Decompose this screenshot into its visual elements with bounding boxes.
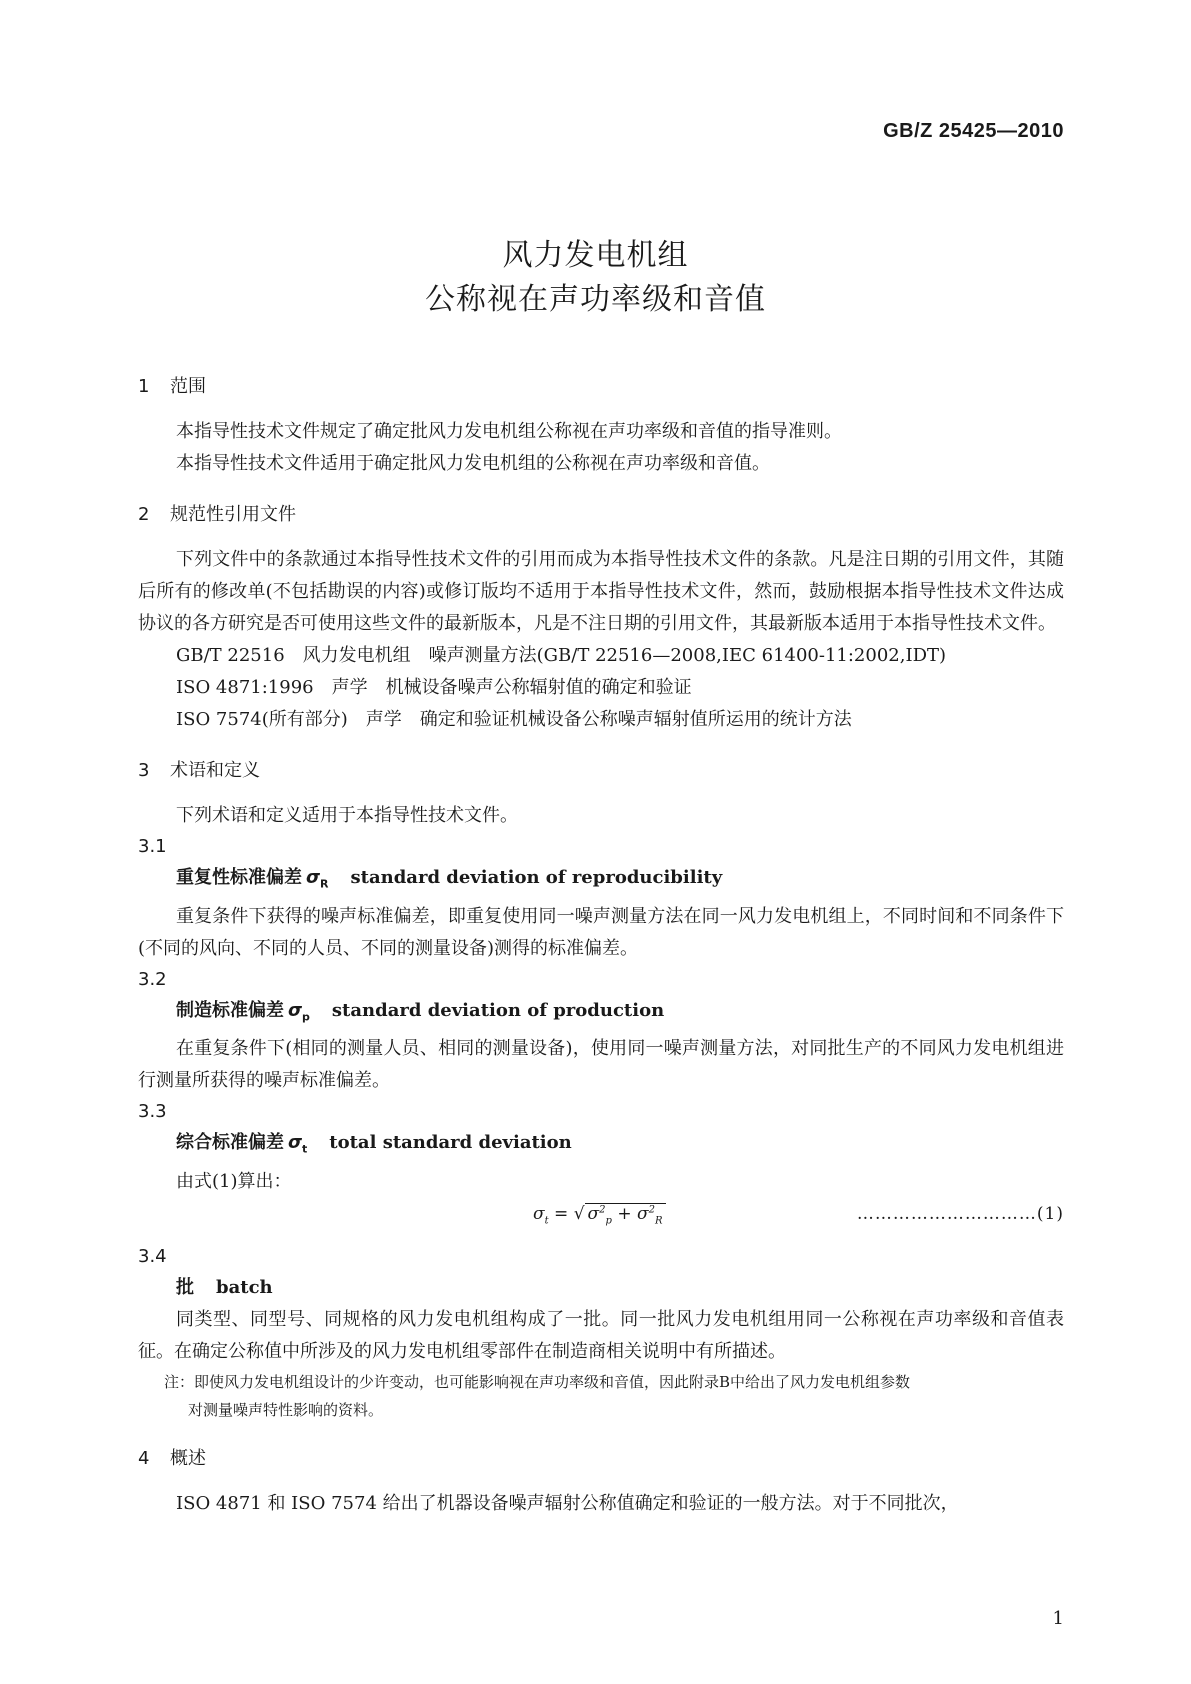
- paragraph: 下列术语和定义适用于本指导性技术文件。: [176, 805, 518, 826]
- term-number: 3.2: [138, 968, 167, 990]
- term-heading: 综合标准偏差 $\sigma_t$ total standard deviation: [176, 1132, 572, 1156]
- paragraph: ISO 4871 和 ISO 7574 给出了机器设备噪声辐射公称值确定和验证的一般方法。对于不同批次，: [176, 1492, 959, 1514]
- document-title-line1: 风力发电机组: [502, 238, 689, 273]
- term-definition: 由式(1)算出：: [176, 1170, 292, 1192]
- term-definition: 重复条件下获得的噪声标准偏差，即重复使用同一噪声测量方法在同一风力发电机组上，不同时间和不同条件下(不同的风向、不同的人员、不同的测量设备)测得的标准偏差。: [138, 905, 1064, 959]
- term-number: 3.3: [138, 1101, 167, 1123]
- formula-1: [138, 1198, 1064, 1242]
- term-number: 3.1: [138, 836, 167, 857]
- page-number: 1: [1052, 1608, 1064, 1629]
- formula-expression: $\sigma_t$ = √ $\sigma^2_p + \sigma^2_R$: [533, 1204, 666, 1226]
- section-heading-overview: 4 概述: [138, 1447, 206, 1469]
- section-heading-terms: 3 术语和定义: [138, 760, 260, 781]
- paragraph: 下列文件中的条款通过本指导性技术文件的引用而成为本指导性技术文件的条款。凡是注日期的引用文件，其随后所有的修改单(不包括勘误的内容)或修订版均不适用于本指导性技术文件，然而，鼓励根据本指导性技术文件达成协议的各方研究是否可使用这些文件的最新版本，凡是不注日期的引用文件，其最新版本适用于本指导性技术文件。: [138, 549, 1064, 634]
- standard-id: GB/Z 25425—2010: [883, 120, 1064, 142]
- formula-number: …………………………(1): [856, 1203, 1064, 1224]
- document-title-line2: 公称视在声功率级和音值: [425, 282, 766, 317]
- term-heading: 制造标准偏差 $\sigma_p$ standard deviation of production: [176, 999, 665, 1024]
- section-heading-normative-references: 2 规范性引用文件: [138, 504, 296, 525]
- reference-item: GB/T 22516 风力发电机组 噪声测量方法(GB/T 22516—2008,IEC 61400-11:2002,IDT): [176, 645, 947, 666]
- note: 注：即使风力发电机组设计的少许变动，也可能影响视在声功率级和音值，因此附录B中给出了风力发电机组参数: [164, 1372, 911, 1391]
- reference-item: ISO 7574(所有部分) 声学 确定和验证机械设备公称噪声辐射值所运用的统计方法: [176, 709, 852, 730]
- document-body: [138, 372, 1064, 1520]
- reference-item: ISO 4871:1996 声学 机械设备噪声公称辐射值的确定和验证: [176, 677, 692, 698]
- paragraph: 本指导性技术文件适用于确定批风力发电机组的公称视在声功率级和音值。: [176, 453, 770, 474]
- term-definition: 在重复条件下(相同的测量人员、相同的测量设备)，使用同一噪声测量方法，对同批生产的不同风力发电机组进行测量所获得的噪声标准偏差。: [138, 1038, 1064, 1092]
- note-continuation: 对测量噪声特性影响的资料。: [188, 1400, 384, 1419]
- paragraph: 本指导性技术文件规定了确定批风力发电机组公称视在声功率级和音值的指导准则。: [176, 421, 842, 442]
- term-definition: 同类型、同型号、同规格的风力发电机组构成了一批。同一批风力发电机组用同一公称视在声功率级和音值表征。在确定公称值中所涉及的风力发电机组零部件在制造商相关说明中有所描述。: [138, 1308, 1064, 1362]
- section-heading-scope: 1 范围: [138, 376, 206, 397]
- term-number: 3.4: [138, 1245, 167, 1267]
- term-heading: 重复性标准偏差 $\sigma_R$ standard deviation of reproducibility: [176, 867, 723, 891]
- term-heading: 批 batch: [176, 1276, 273, 1298]
